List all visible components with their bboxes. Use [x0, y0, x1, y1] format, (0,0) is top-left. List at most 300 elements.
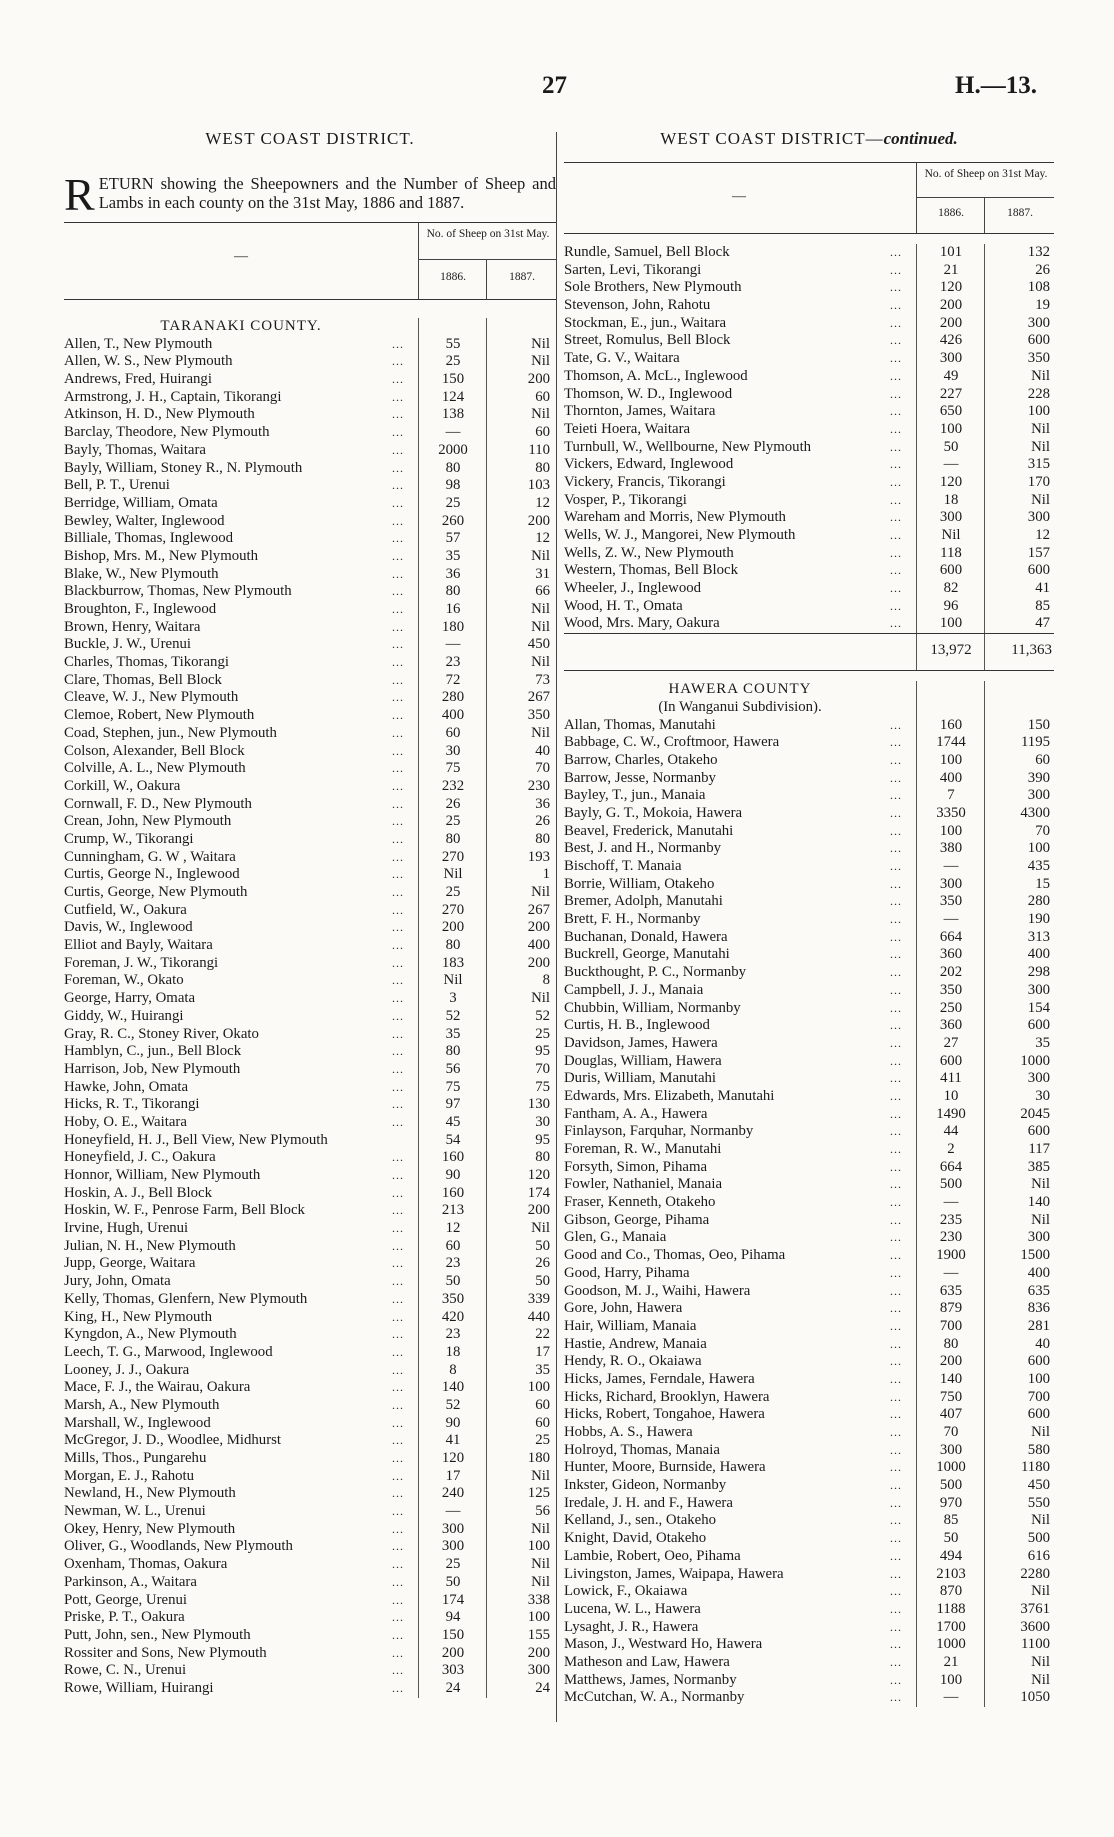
sheep-1887: 110 — [528, 441, 550, 458]
owner-name: Beavel, Frederick, Manutahi — [564, 822, 734, 839]
leader-dots: ... — [890, 1389, 902, 1404]
leader-dots: ... — [890, 245, 902, 259]
owner-name: Hamblyn, C., jun., Bell Block — [64, 1043, 242, 1060]
sheep-1887: 125 — [527, 1485, 550, 1502]
table-row — [564, 421, 1054, 439]
sheep-1887: 400 — [1027, 946, 1050, 963]
sheep-1886: 54 — [445, 1131, 461, 1148]
leader-dots: ... — [890, 929, 902, 944]
table-row — [64, 566, 556, 584]
owner-name: Honnor, William, New Plymouth — [64, 1167, 261, 1183]
table-row — [564, 1176, 1054, 1194]
table-row — [564, 1424, 1054, 1442]
sheep-1887: 400 — [1027, 1264, 1050, 1281]
header-caption: No. of Sheep on 31st May. — [924, 168, 1048, 180]
table-row — [564, 527, 1054, 545]
leader-dots: ... — [890, 1371, 902, 1386]
leader-dots: ... — [890, 421, 902, 436]
owner-name: Vickery, Francis, Tikorangi — [564, 473, 726, 490]
leader-dots: ... — [890, 1071, 902, 1086]
table-row — [564, 1548, 1054, 1566]
sheep-1886: 235 — [939, 1211, 963, 1228]
table-row — [564, 1088, 1054, 1106]
table-row — [64, 530, 556, 548]
table-row — [64, 778, 556, 796]
table-row — [564, 1035, 1054, 1053]
sheep-1886: — — [445, 636, 461, 653]
sheep-1887: Nil — [1031, 420, 1050, 437]
owner-name: Goodson, M. J., Waihi, Hawera — [564, 1282, 751, 1299]
leader-dots: ... — [392, 849, 404, 864]
table-row — [64, 990, 556, 1008]
sheep-1886: 360 — [939, 946, 963, 963]
leader-dots: ... — [392, 814, 404, 829]
owner-name: Rowe, William, Huirangi — [64, 1679, 214, 1696]
leader-dots: ... — [392, 1061, 404, 1076]
owner-name: Mills, Thos., Pungarehu — [64, 1450, 207, 1466]
sheep-1886: 270 — [441, 848, 465, 865]
owner-name: Hobbs, A. S., Hawera — [564, 1424, 693, 1440]
owner-name: Gibson, George, Pihama — [564, 1211, 710, 1228]
header-year-1886: 1886. — [938, 207, 964, 219]
owner-name: Hicks, Robert, Tongahoe, Hawera — [564, 1406, 765, 1423]
table-row — [64, 1592, 556, 1610]
sheep-1887: 100 — [1027, 1370, 1050, 1387]
leader-dots: ... — [890, 1053, 902, 1068]
owner-name: Honeyfield, J. C., Oakura — [64, 1149, 216, 1166]
sheep-1887: 350 — [527, 707, 550, 724]
owner-name: Bishop, Mrs. M., New Plymouth — [64, 547, 259, 564]
sheep-1886: 3 — [449, 990, 457, 1007]
sheep-1886: 118 — [940, 544, 962, 561]
header-year-1887: 1887. — [509, 271, 535, 283]
table-row — [564, 1353, 1054, 1371]
owner-name: Harrison, Job, New Plymouth — [64, 1060, 241, 1077]
table-row — [64, 1645, 556, 1663]
sheep-1886: 160 — [441, 1149, 465, 1166]
sheep-1887: 154 — [1027, 999, 1050, 1016]
leader-dots: ... — [890, 770, 902, 785]
sheep-1886: 23 — [445, 654, 461, 671]
owner-name: Newman, W. L., Urenui — [64, 1503, 206, 1520]
sheep-1887: 1 — [542, 866, 550, 883]
sheep-1887: Nil — [531, 618, 550, 635]
sheep-1886: 35 — [445, 547, 461, 564]
sheep-1886: — — [943, 456, 959, 473]
sheep-1887: 4300 — [1020, 804, 1050, 821]
sheep-1886: 870 — [939, 1583, 963, 1600]
sheep-1886: 2000 — [438, 441, 468, 458]
leader-dots: ... — [890, 280, 902, 295]
leader-dots: ... — [392, 1327, 404, 1342]
sheep-1887: 103 — [527, 477, 550, 494]
leader-dots: ... — [890, 1124, 902, 1139]
sheep-1887: 17 — [535, 1343, 550, 1360]
leader-dots: ... — [890, 1088, 902, 1103]
sheep-1887: Nil — [531, 990, 550, 1007]
owner-name: Turnbull, W., Wellbourne, New Plymouth — [564, 438, 812, 455]
owner-name: Iredale, J. H. and F., Hawera — [564, 1494, 733, 1511]
leader-dots: ... — [890, 1584, 902, 1599]
sheep-1886: 7 — [947, 787, 955, 804]
sheep-1886: 100 — [939, 420, 963, 437]
table-row — [64, 1132, 556, 1150]
owner-name: Cornwall, F. D., New Plymouth — [64, 795, 252, 812]
owner-name: Bell, P. T., Urenui — [64, 477, 170, 494]
owner-name: Hoby, O. E., Waitara — [64, 1113, 187, 1130]
table-row — [64, 1362, 556, 1380]
leader-dots: ... — [890, 439, 902, 454]
leader-dots: ... — [890, 1425, 902, 1439]
sheep-1886: 260 — [441, 512, 465, 529]
sheep-1886: 50 — [943, 1530, 959, 1547]
leader-dots: ... — [392, 831, 404, 846]
sheep-1887: 130 — [527, 1096, 550, 1113]
sheep-1886: — — [943, 911, 959, 928]
owner-name: Good, Harry, Pihama — [564, 1264, 690, 1281]
sheep-1886: — — [943, 1264, 959, 1281]
leader-dots: ... — [890, 823, 902, 838]
sheep-1887: 200 — [527, 1202, 550, 1219]
leader-dots: ... — [890, 841, 902, 856]
leader-dots: ... — [890, 717, 902, 732]
sheep-1887: 31 — [535, 565, 550, 582]
total-row — [564, 633, 1054, 671]
sheep-1886: 140 — [939, 1370, 963, 1387]
sheep-1886: 140 — [441, 1379, 465, 1396]
sheep-1887: 700 — [1027, 1388, 1050, 1405]
sheep-1887: 70 — [535, 760, 550, 777]
sheep-1886: 1490 — [936, 1105, 966, 1122]
table-row — [64, 1061, 556, 1079]
sheep-1887: Nil — [1031, 1424, 1050, 1440]
sheep-1887: 836 — [1027, 1300, 1050, 1317]
table-row — [564, 297, 1054, 315]
table-row — [64, 1574, 556, 1592]
sheep-1886: 23 — [445, 1326, 461, 1343]
leader-dots: ... — [392, 354, 404, 369]
owner-name: Fraser, Kenneth, Otakeho — [564, 1194, 716, 1211]
table-row — [64, 672, 556, 690]
sheep-1886: 52 — [445, 1007, 461, 1024]
owner-name: Barclay, Theodore, New Plymouth — [64, 424, 270, 441]
title-main: WEST COAST DISTRICT— — [660, 129, 884, 148]
document-reference: H.—13. — [955, 72, 1037, 99]
sheep-1886: 16 — [445, 601, 461, 617]
owner-name: Irvine, Hugh, Urenui — [64, 1220, 189, 1237]
table-row — [64, 689, 556, 707]
leader-dots: ... — [392, 442, 404, 457]
leader-dots: ... — [392, 1486, 404, 1501]
section-heading: HAWERA COUNTY — [668, 681, 812, 698]
table-row — [564, 964, 1054, 982]
sheep-1886: 27 — [943, 1034, 959, 1051]
table-row — [564, 509, 1054, 527]
leader-dots: ... — [890, 1018, 902, 1033]
sheep-1887: Nil — [531, 1520, 550, 1537]
table-row — [64, 1185, 556, 1203]
sheep-1886: Nil — [443, 866, 463, 883]
sheep-1886: 230 — [939, 1229, 963, 1246]
leader-dots: ... — [392, 637, 404, 652]
leader-dots: ... — [392, 1539, 404, 1554]
leader-dots: ... — [890, 982, 902, 997]
sheep-1887: 8 — [542, 972, 550, 989]
sheep-1887: 200 — [527, 954, 550, 971]
owner-name: Berridge, William, Omata — [64, 494, 218, 511]
table-row — [64, 725, 556, 743]
leader-dots: ... — [392, 672, 404, 687]
owner-name: Foreman, R. W., Manutahi — [564, 1141, 722, 1157]
owner-name: Bewley, Walter, Inglewood — [64, 512, 225, 529]
sheep-1886: 57 — [445, 530, 461, 547]
owner-name: Jupp, George, Waitara — [64, 1255, 196, 1272]
table-row — [564, 1654, 1054, 1672]
leader-dots: ... — [392, 548, 404, 563]
table-row — [64, 1149, 556, 1167]
table-row — [64, 460, 556, 478]
leader-dots: ... — [392, 478, 404, 493]
sheep-1887: 52 — [535, 1007, 550, 1024]
leader-dots: ... — [890, 1230, 902, 1245]
sheep-1887: 580 — [1027, 1441, 1050, 1458]
table-header — [64, 222, 556, 300]
table-header — [564, 162, 1054, 234]
leader-dots: ... — [890, 1336, 902, 1351]
leader-dots: ... — [392, 1274, 404, 1289]
sheep-1887: Nil — [531, 884, 550, 900]
table-row — [64, 389, 556, 407]
sheep-1886: 98 — [445, 477, 461, 494]
owner-name: Wells, Z. W., New Plymouth — [564, 544, 734, 561]
sheep-1886: 420 — [441, 1308, 465, 1325]
sheep-1887: 100 — [527, 1609, 550, 1626]
leader-dots: ... — [890, 262, 902, 277]
table-row — [64, 1609, 556, 1627]
owner-name: Gray, R. C., Stoney River, Okato — [64, 1025, 259, 1042]
table-row — [564, 1459, 1054, 1477]
owner-name: Bayly, Thomas, Waitara — [64, 441, 206, 458]
table-row — [64, 1662, 556, 1680]
owner-name: Kelly, Thomas, Glenfern, New Plymouth — [64, 1290, 308, 1307]
leader-dots: ... — [890, 1000, 902, 1015]
owner-name: Forsyth, Simon, Pihama — [564, 1158, 708, 1175]
table-row — [564, 315, 1054, 333]
owner-name: Sole Brothers, New Plymouth — [564, 279, 742, 296]
owner-name: Cunningham, G. W , Waitara — [64, 848, 236, 865]
sheep-1886: 45 — [445, 1113, 461, 1130]
sheep-1886: 400 — [939, 769, 963, 786]
owner-name: Foreman, J. W., Tikorangi — [64, 954, 219, 971]
sheep-1886: 200 — [441, 919, 465, 936]
table-row — [564, 929, 1054, 947]
sheep-1887: 117 — [1028, 1141, 1050, 1157]
leader-dots: ... — [890, 735, 902, 750]
leader-dots: ... — [392, 1557, 404, 1572]
table-row — [64, 477, 556, 495]
leader-dots: ... — [890, 1637, 902, 1652]
column-divider — [556, 132, 557, 1722]
owner-name: Hastie, Andrew, Manaia — [564, 1335, 707, 1352]
sheep-1887: 36 — [535, 795, 550, 812]
owner-name: Mace, F. J., the Wairau, Oakura — [64, 1379, 251, 1396]
sheep-1887: 267 — [527, 901, 550, 918]
owner-name: Fantham, A. A., Hawera — [564, 1105, 708, 1122]
sheep-1886: 300 — [441, 1538, 465, 1555]
sheep-1887: 338 — [527, 1591, 550, 1608]
table-row — [64, 1503, 556, 1521]
table-row — [64, 406, 556, 424]
table-row — [564, 1371, 1054, 1389]
sheep-1886: 100 — [939, 615, 963, 632]
sheep-1886: 80 — [445, 937, 461, 954]
leader-dots: ... — [392, 1362, 404, 1377]
leader-dots: ... — [890, 1195, 902, 1210]
sheep-1886: 25 — [445, 353, 461, 370]
owner-name: Lambie, Robert, Oeo, Pihama — [564, 1547, 741, 1564]
table-row — [64, 442, 556, 460]
table-row — [564, 386, 1054, 404]
sheep-1887: 300 — [527, 1662, 550, 1679]
owner-name: Hoskin, A. J., Bell Block — [64, 1184, 212, 1201]
table-row — [64, 1485, 556, 1503]
owner-name: Cleave, W. J., New Plymouth — [64, 689, 239, 706]
leader-dots: ... — [392, 460, 404, 475]
sheep-1886: 23 — [445, 1255, 461, 1272]
table-row — [564, 840, 1054, 858]
sheep-1886: 80 — [445, 1043, 461, 1060]
table-row — [564, 1229, 1054, 1247]
leader-dots: ... — [890, 528, 902, 542]
owner-name: Andrews, Fred, Huirangi — [64, 371, 212, 388]
sheep-1886: 200 — [441, 1644, 465, 1661]
owner-name: Blackburrow, Thomas, New Plymouth — [64, 583, 292, 600]
sheep-1887: 339 — [527, 1290, 550, 1307]
sheep-1887: 95 — [535, 1043, 550, 1060]
sheep-1887: 70 — [535, 1060, 550, 1077]
leader-dots: ... — [890, 1283, 902, 1298]
leader-dots: ... — [392, 690, 404, 705]
sheep-1886: 202 — [939, 964, 963, 981]
sheep-1886: 160 — [939, 716, 963, 733]
sheep-1886: 2 — [947, 1141, 955, 1157]
table-row — [564, 492, 1054, 510]
owner-name: Duris, William, Manutahi — [564, 1070, 717, 1087]
owner-name: Finlayson, Farquhar, Normanby — [564, 1123, 754, 1140]
sheep-1887: 56 — [535, 1503, 550, 1520]
sheep-1887: 280 — [1027, 893, 1050, 910]
sheep-1886: 500 — [939, 1477, 963, 1494]
owner-name: Blake, W., New Plymouth — [64, 565, 219, 582]
sheep-1886: 90 — [445, 1167, 461, 1183]
sheep-1886: 120 — [441, 1450, 465, 1466]
owner-name: Elliot and Bayly, Waitara — [64, 937, 213, 954]
owner-name: Bayly, G. T., Mokoia, Hawera — [564, 804, 743, 821]
sheep-1887: 180 — [527, 1450, 550, 1466]
sheep-1886: 82 — [943, 580, 959, 597]
leader-dots: ... — [890, 788, 902, 803]
sheep-1886: 101 — [939, 244, 963, 260]
table-row — [564, 1601, 1054, 1619]
sheep-1887: 2045 — [1020, 1105, 1050, 1122]
owner-name: Mason, J., Westward Ho, Hawera — [564, 1636, 763, 1653]
sheep-1887: 350 — [1027, 350, 1050, 367]
leader-dots: ... — [392, 1451, 404, 1465]
owner-name: Crean, John, New Plymouth — [64, 813, 232, 830]
table-row — [564, 1247, 1054, 1265]
sheep-1887: Nil — [1031, 1653, 1050, 1670]
leader-dots: ... — [890, 333, 902, 348]
table-row — [64, 1432, 556, 1450]
leader-dots: ... — [392, 513, 404, 528]
owner-name: Glen, G., Manaia — [564, 1229, 667, 1246]
table-row — [64, 1627, 556, 1645]
taranaki-table-body — [64, 318, 556, 1698]
sheep-1887: Nil — [531, 547, 550, 564]
owner-name: Okey, Henry, New Plymouth — [64, 1520, 236, 1537]
sheep-1886: 1188 — [936, 1600, 966, 1617]
leader-dots: ... — [392, 1380, 404, 1395]
sheep-1886: 1000 — [936, 1636, 966, 1653]
sheep-1887: 26 — [535, 1255, 550, 1272]
owner-name: Thomson, W. D., Inglewood — [564, 385, 733, 402]
leader-dots: ... — [392, 761, 404, 776]
sheep-1887: 12 — [1035, 527, 1050, 543]
owner-name: Best, J. and H., Normanby — [564, 840, 721, 857]
owner-name: Marshall, W., Inglewood — [64, 1414, 211, 1431]
sheep-1887: Nil — [1031, 367, 1050, 384]
leader-dots: ... — [890, 1248, 902, 1263]
sheep-1886: 350 — [939, 981, 963, 998]
sheep-1887: 635 — [1027, 1282, 1050, 1299]
table-row — [64, 1167, 556, 1185]
leader-dots: ... — [890, 1495, 902, 1510]
sheep-1887: 200 — [527, 512, 550, 529]
table-row — [564, 598, 1054, 616]
leader-dots: ... — [392, 991, 404, 1006]
sheep-1887: 30 — [1035, 1087, 1050, 1104]
leader-dots: ... — [392, 1291, 404, 1306]
table-row — [64, 371, 556, 389]
sheep-1887: 15 — [1035, 875, 1050, 892]
owner-name: Buchanan, Donald, Hawera — [564, 928, 728, 945]
table-row — [564, 1000, 1054, 1018]
owner-name: Matheson and Law, Hawera — [564, 1653, 730, 1670]
table-row — [64, 1291, 556, 1309]
sheep-1887: Nil — [1031, 1671, 1050, 1688]
total-1886: 13,972 — [930, 642, 972, 659]
table-row — [64, 1326, 556, 1344]
owner-name: Curtis, George, New Plymouth — [64, 884, 248, 900]
sheep-1886: 360 — [939, 1017, 963, 1034]
sheep-1887: 200 — [527, 1644, 550, 1661]
leader-dots: ... — [890, 1318, 902, 1333]
sheep-1887: 200 — [527, 919, 550, 936]
owner-name: Barrow, Charles, Otakeho — [564, 751, 718, 768]
table-row — [564, 1265, 1054, 1283]
sheep-1886: 49 — [943, 367, 959, 384]
sheep-1887: Nil — [531, 1220, 550, 1237]
sheep-1886: 300 — [441, 1520, 465, 1537]
table-row — [564, 734, 1054, 752]
header-dash: — — [234, 249, 248, 264]
table-row — [564, 1477, 1054, 1495]
sheep-1887: 12 — [535, 530, 550, 547]
leader-dots: ... — [890, 404, 902, 419]
sheep-1887: 30 — [535, 1113, 550, 1130]
table-row — [564, 1212, 1054, 1230]
leader-dots: ... — [392, 1468, 404, 1483]
